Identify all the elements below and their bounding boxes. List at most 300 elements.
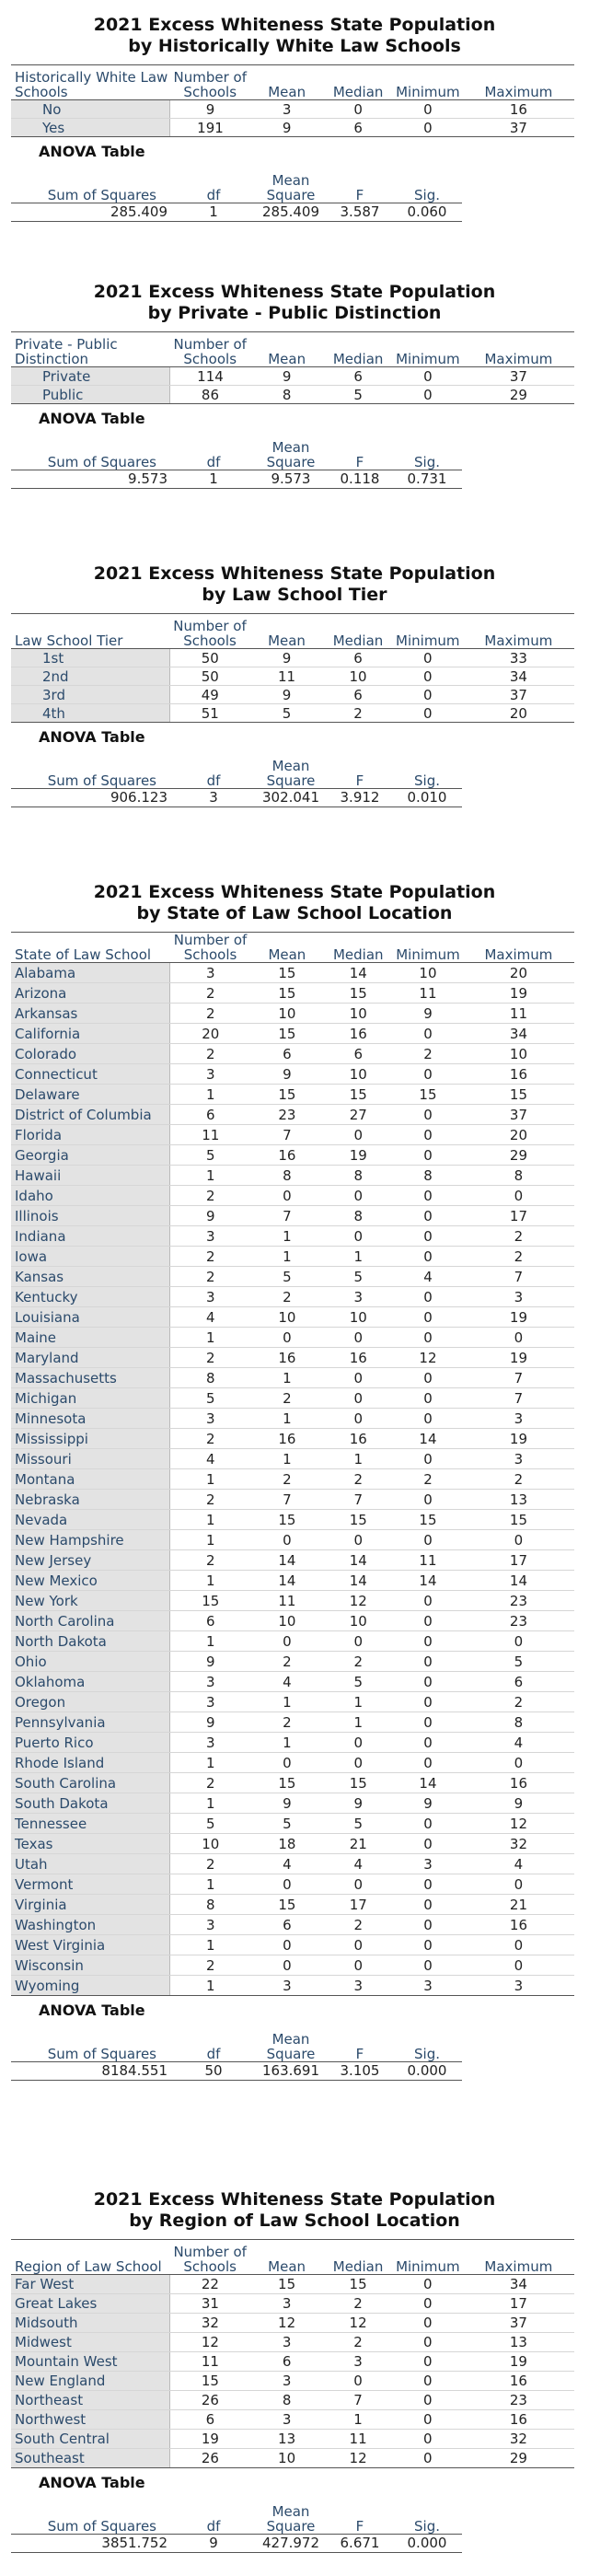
row-label: Far West (11, 2275, 169, 2294)
cell-n: 2 (170, 1186, 250, 1206)
cell-n: 1 (170, 1753, 250, 1773)
title-line-1: 2021 Excess Whiteness State Population (93, 282, 496, 302)
cell-min: 0 (393, 1955, 463, 1976)
cell-min: 0 (393, 1064, 463, 1085)
cell-max: 20 (463, 704, 574, 723)
cell-min: 8 (393, 1166, 463, 1186)
cell-max: 0 (463, 1874, 574, 1895)
cell-mean: 23 (250, 1105, 323, 1125)
cell-min: 14 (393, 1429, 463, 1449)
cell-n: 1 (170, 1469, 250, 1490)
row-label: Virginia (11, 1895, 170, 1915)
cell-mean: 10 (250, 1611, 323, 1631)
row-label: Kentucky (11, 1287, 170, 1307)
cell-n: 1 (170, 1510, 250, 1530)
row-label: 3rd (11, 686, 169, 704)
cell-n: 2 (170, 1348, 250, 1368)
row-label: Idaho (11, 1186, 170, 1206)
cell-max: 32 (463, 2430, 574, 2449)
anova-title: ANOVA Table (39, 143, 145, 160)
cell-n: 3 (170, 1226, 250, 1247)
cell-median: 0 (323, 1125, 393, 1145)
row-label: Georgia (11, 1145, 170, 1166)
cell-mean: 11 (250, 1591, 323, 1611)
cell-min: 0 (393, 2294, 463, 2314)
row-label: New England (11, 2372, 169, 2391)
row-label: California (11, 1024, 170, 1044)
cell-max: 0 (463, 1935, 574, 1955)
table-row (11, 704, 574, 723)
table-row (11, 2410, 574, 2430)
cell-min: 0 (393, 1915, 463, 1935)
cell-median: 3 (323, 1976, 393, 1996)
cell-mean: 5 (250, 704, 323, 723)
cell-n: 9 (169, 100, 250, 119)
col-header-min: Minimum (393, 2240, 463, 2275)
anova-header-df: df (173, 751, 254, 788)
cell-min: 9 (393, 1793, 463, 1814)
col-header-mean: Mean (250, 2240, 323, 2275)
row-label: Colorado (11, 1044, 170, 1064)
cell-max: 7 (463, 1267, 574, 1287)
cell-max: 19 (463, 1348, 574, 1368)
cell-max: 3 (463, 1449, 574, 1469)
cell-median: 16 (323, 1429, 393, 1449)
table-row (11, 1429, 574, 1449)
cell-max: 29 (463, 2449, 574, 2468)
col-header-max: Maximum (463, 332, 574, 367)
cell-mean: 3 (250, 2333, 323, 2352)
col-header-min: Minimum (393, 614, 463, 649)
table-row (11, 1044, 574, 1064)
col-header-max: Maximum (463, 933, 574, 963)
table-row (11, 2449, 574, 2468)
cell-median: 6 (323, 1044, 393, 1064)
table-row (11, 2372, 574, 2391)
col-header-median: Median (323, 614, 393, 649)
cell-median: 10 (323, 1307, 393, 1328)
cell-max: 16 (463, 2410, 574, 2430)
anova-f: 3.105 (328, 2061, 392, 2080)
cell-min: 0 (393, 1611, 463, 1631)
cell-min: 0 (393, 2352, 463, 2372)
cell-min: 0 (393, 1206, 463, 1226)
table-row (11, 1226, 574, 1247)
anova-ms: 427.972 (254, 2534, 328, 2552)
row-label: Indiana (11, 1226, 170, 1247)
cell-mean: 13 (250, 2430, 323, 2449)
row-label: Florida (11, 1125, 170, 1145)
anova-table (11, 166, 462, 222)
cell-min: 0 (393, 2410, 463, 2430)
section-title (0, 15, 589, 57)
row-label: Tennessee (11, 1814, 170, 1834)
cell-min: 0 (393, 367, 463, 386)
cell-mean: 9 (250, 119, 323, 137)
cell-min: 0 (393, 1490, 463, 1510)
cell-median: 17 (323, 1895, 393, 1915)
cell-max: 0 (463, 1753, 574, 1773)
cell-max: 29 (463, 386, 574, 404)
cell-n: 22 (169, 2275, 250, 2294)
cell-n: 5 (170, 1388, 250, 1409)
cell-n: 2 (170, 1955, 250, 1976)
anova-sig: 0.000 (392, 2534, 462, 2552)
cell-median: 10 (323, 1004, 393, 1024)
cell-max: 23 (463, 1591, 574, 1611)
row-label: Southeast (11, 2449, 169, 2468)
row-label: South Dakota (11, 1793, 170, 1814)
cell-min: 4 (393, 1267, 463, 1287)
cell-max: 23 (463, 1611, 574, 1631)
cell-mean: 9 (250, 649, 323, 667)
cell-median: 12 (323, 2449, 393, 2468)
cell-mean: 2 (250, 1469, 323, 1490)
table-row (11, 1976, 574, 1996)
cell-n: 31 (169, 2294, 250, 2314)
cell-max: 20 (463, 963, 574, 983)
cell-min: 0 (393, 1834, 463, 1854)
table-row (11, 2352, 574, 2372)
table-row (11, 1611, 574, 1631)
cell-mean: 3 (250, 2294, 323, 2314)
cell-max: 16 (463, 1773, 574, 1793)
cell-max: 13 (463, 1490, 574, 1510)
cell-median: 6 (323, 367, 393, 386)
cell-mean: 7 (250, 1490, 323, 1510)
cell-min: 0 (393, 1753, 463, 1773)
descriptive-table (11, 331, 574, 404)
anova-ss: 3851.752 (11, 2534, 173, 2552)
row-label: Illinois (11, 1206, 170, 1226)
cell-n: 1 (170, 1085, 250, 1105)
table-row (11, 2391, 574, 2410)
cell-median: 8 (323, 1206, 393, 1226)
anova-f: 6.671 (328, 2534, 392, 2552)
cell-min: 0 (393, 1328, 463, 1348)
table-row (11, 1186, 574, 1206)
anova-header-f: F (328, 433, 392, 470)
cell-mean: 9 (250, 1064, 323, 1085)
cell-max: 16 (463, 2372, 574, 2391)
table-row (11, 1368, 574, 1388)
cell-n: 1 (170, 1976, 250, 1996)
cell-n: 6 (169, 2410, 250, 2430)
col-header-max: Maximum (463, 65, 574, 100)
cell-min: 0 (393, 1125, 463, 1145)
cell-n: 20 (170, 1024, 250, 1044)
anova-header-ss: Sum of Squares (11, 2497, 173, 2534)
cell-mean: 0 (250, 1935, 323, 1955)
cell-n: 3 (170, 1287, 250, 1307)
anova-df: 3 (173, 788, 254, 806)
cell-median: 15 (323, 1085, 393, 1105)
row-label: Public (11, 386, 169, 404)
cell-min: 0 (393, 1631, 463, 1652)
anova-ss: 906.123 (11, 788, 173, 806)
title-line-1: 2021 Excess Whiteness State Population (93, 563, 496, 584)
cell-mean: 16 (250, 1429, 323, 1449)
cell-n: 3 (170, 1692, 250, 1712)
row-label: Oklahoma (11, 1672, 170, 1692)
cell-mean: 15 (250, 1773, 323, 1793)
row-label: Utah (11, 1854, 170, 1874)
col-header-median: Median (323, 2240, 393, 2275)
cell-max: 34 (463, 1024, 574, 1044)
anova-header-sig: Sig. (392, 2025, 462, 2061)
cell-max: 17 (463, 1206, 574, 1226)
cell-max: 34 (463, 667, 574, 686)
cell-min: 0 (393, 1692, 463, 1712)
cell-mean: 2 (250, 1712, 323, 1733)
col-header-max: Maximum (463, 2240, 574, 2275)
cell-max: 37 (463, 686, 574, 704)
cell-max: 10 (463, 1044, 574, 1064)
row-label: Wyoming (11, 1976, 170, 1996)
cell-min: 0 (393, 1105, 463, 1125)
table-row (11, 667, 574, 686)
table-row (11, 1773, 574, 1793)
cell-mean: 6 (250, 2352, 323, 2372)
cell-mean: 9 (250, 686, 323, 704)
cell-max: 17 (463, 2294, 574, 2314)
row-label: Pennsylvania (11, 1712, 170, 1733)
cell-n: 12 (169, 2333, 250, 2352)
cell-median: 2 (323, 1469, 393, 1490)
descriptive-table (11, 64, 574, 137)
row-header: Law School Tier (11, 614, 169, 649)
cell-n: 2 (170, 1429, 250, 1449)
table-row (11, 1469, 574, 1490)
table-row (11, 1328, 574, 1348)
cell-mean: 2 (250, 1388, 323, 1409)
cell-max: 8 (463, 1712, 574, 1733)
row-label: Delaware (11, 1085, 170, 1105)
cell-max: 2 (463, 1247, 574, 1267)
row-label: Vermont (11, 1874, 170, 1895)
cell-max: 3 (463, 1287, 574, 1307)
cell-min: 10 (393, 963, 463, 983)
cell-n: 2 (170, 983, 250, 1004)
cell-mean: 4 (250, 1672, 323, 1692)
cell-min: 0 (393, 1409, 463, 1429)
cell-max: 16 (463, 1915, 574, 1935)
anova-header-f: F (328, 2497, 392, 2534)
cell-max: 37 (463, 1105, 574, 1125)
anova-title: ANOVA Table (39, 2474, 145, 2491)
descriptive-table (11, 2239, 574, 2468)
section-state-location (0, 864, 589, 2171)
anova-header-sig: Sig. (392, 166, 462, 203)
cell-n: 9 (170, 1206, 250, 1226)
row-label: Puerto Rico (11, 1733, 170, 1753)
row-label: New Mexico (11, 1571, 170, 1591)
anova-header-ms: Mean Square (254, 2025, 328, 2061)
cell-max: 15 (463, 1510, 574, 1530)
table-row (11, 1955, 574, 1976)
cell-max: 37 (463, 367, 574, 386)
cell-min: 15 (393, 1085, 463, 1105)
row-label: Mountain West (11, 2352, 169, 2372)
section-historically-white (0, 0, 589, 263)
row-label: Missouri (11, 1449, 170, 1469)
table-row (11, 1591, 574, 1611)
cell-max: 3 (463, 1409, 574, 1429)
cell-median: 27 (323, 1105, 393, 1125)
table-row (11, 1287, 574, 1307)
cell-n: 5 (170, 1145, 250, 1166)
cell-median: 2 (323, 2294, 393, 2314)
cell-mean: 1 (250, 1247, 323, 1267)
cell-n: 1 (170, 1793, 250, 1814)
title-line-2: by State of Law School Location (136, 903, 453, 923)
cell-max: 19 (463, 1307, 574, 1328)
cell-n: 2 (170, 1773, 250, 1793)
cell-n: 191 (169, 119, 250, 137)
cell-max: 20 (463, 1125, 574, 1145)
cell-n: 15 (169, 2372, 250, 2391)
cell-max: 2 (463, 1469, 574, 1490)
row-label: District of Columbia (11, 1105, 170, 1125)
cell-min: 12 (393, 1348, 463, 1368)
cell-n: 3 (170, 1064, 250, 1085)
row-label: Louisiana (11, 1307, 170, 1328)
table-row (11, 2294, 574, 2314)
cell-median: 0 (323, 1955, 393, 1976)
cell-median: 0 (323, 2372, 393, 2391)
table-row (11, 1348, 574, 1368)
cell-max: 12 (463, 1814, 574, 1834)
cell-median: 7 (323, 1490, 393, 1510)
cell-mean: 10 (250, 1307, 323, 1328)
cell-mean: 0 (250, 1955, 323, 1976)
table-row (11, 1166, 574, 1186)
row-label: Connecticut (11, 1064, 170, 1085)
table-row (11, 1571, 574, 1591)
cell-max: 5 (463, 1652, 574, 1672)
anova-header-f: F (328, 166, 392, 203)
section-private-public (0, 263, 589, 545)
cell-min: 0 (393, 1287, 463, 1307)
cell-mean: 1 (250, 1692, 323, 1712)
row-label: Hawaii (11, 1166, 170, 1186)
cell-min: 0 (393, 1024, 463, 1044)
cell-mean: 15 (250, 1085, 323, 1105)
col-header-median: Median (323, 332, 393, 367)
anova-title: ANOVA Table (39, 2002, 145, 2019)
cell-n: 114 (169, 367, 250, 386)
descriptive-table (11, 932, 574, 1996)
col-header-min: Minimum (393, 933, 463, 963)
table-row (11, 1449, 574, 1469)
cell-n: 4 (170, 1449, 250, 1469)
table-row (11, 1064, 574, 1085)
anova-title: ANOVA Table (39, 410, 145, 427)
row-label: Great Lakes (11, 2294, 169, 2314)
anova-sig: 0.010 (392, 788, 462, 806)
cell-min: 0 (393, 100, 463, 119)
cell-min: 0 (393, 1530, 463, 1550)
col-header-mean: Mean (250, 65, 323, 100)
cell-median: 0 (323, 1226, 393, 1247)
row-label: New York (11, 1591, 170, 1611)
cell-mean: 10 (250, 1004, 323, 1024)
title-line-2: by Private - Public Distinction (147, 303, 442, 323)
cell-n: 2 (170, 1044, 250, 1064)
cell-median: 3 (323, 1287, 393, 1307)
cell-mean: 16 (250, 1145, 323, 1166)
row-label: Minnesota (11, 1409, 170, 1429)
cell-max: 16 (463, 100, 574, 119)
cell-median: 0 (323, 1409, 393, 1429)
cell-min: 0 (393, 1591, 463, 1611)
cell-max: 17 (463, 1550, 574, 1571)
table-row (11, 1307, 574, 1328)
table-row (11, 1004, 574, 1024)
cell-min: 0 (393, 1814, 463, 1834)
cell-min: 0 (393, 1712, 463, 1733)
cell-mean: 8 (250, 1166, 323, 1186)
cell-min: 0 (393, 2372, 463, 2391)
cell-mean: 0 (250, 1186, 323, 1206)
cell-median: 5 (323, 1814, 393, 1834)
cell-min: 0 (393, 1247, 463, 1267)
row-label: New Hampshire (11, 1530, 170, 1550)
cell-median: 0 (323, 1530, 393, 1550)
table-row (11, 367, 574, 386)
cell-median: 3 (323, 2352, 393, 2372)
cell-mean: 0 (250, 1631, 323, 1652)
cell-median: 1 (323, 1692, 393, 1712)
anova-title: ANOVA Table (39, 728, 145, 746)
cell-n: 1 (170, 1166, 250, 1186)
cell-min: 0 (393, 2391, 463, 2410)
cell-min: 0 (393, 1145, 463, 1166)
row-header: Private - Public Distinction (11, 332, 169, 367)
cell-mean: 12 (250, 2314, 323, 2333)
cell-mean: 7 (250, 1125, 323, 1145)
row-label: Maine (11, 1328, 170, 1348)
cell-max: 2 (463, 1226, 574, 1247)
row-label: New Jersey (11, 1550, 170, 1571)
table-row (11, 1814, 574, 1834)
cell-mean: 11 (250, 667, 323, 686)
cell-median: 5 (323, 386, 393, 404)
cell-median: 6 (323, 649, 393, 667)
table-row (11, 100, 574, 119)
table-row (11, 983, 574, 1004)
cell-mean: 1 (250, 1733, 323, 1753)
cell-mean: 18 (250, 1834, 323, 1854)
row-label: Kansas (11, 1267, 170, 1287)
cell-median: 10 (323, 667, 393, 686)
cell-mean: 0 (250, 1328, 323, 1348)
cell-mean: 15 (250, 963, 323, 983)
cell-min: 0 (393, 1186, 463, 1206)
cell-median: 15 (323, 1773, 393, 1793)
anova-ms: 302.041 (254, 788, 328, 806)
cell-median: 8 (323, 1166, 393, 1186)
table-row (11, 1652, 574, 1672)
anova-header-sig: Sig. (392, 2497, 462, 2534)
section-region-location (0, 2171, 589, 2576)
anova-header-sig: Sig. (392, 433, 462, 470)
table-row (11, 1895, 574, 1915)
table-row (11, 1247, 574, 1267)
cell-median: 15 (323, 983, 393, 1004)
anova-table (11, 2025, 462, 2081)
descriptive-table (11, 613, 574, 723)
